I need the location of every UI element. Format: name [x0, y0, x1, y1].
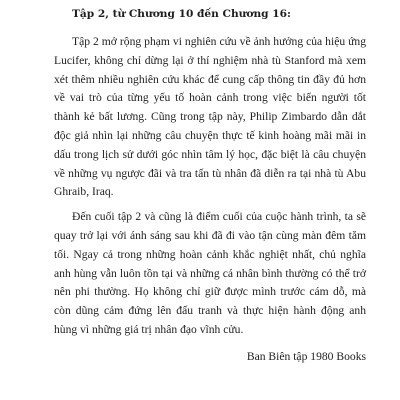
- body-paragraph-1: Tập 2 mở rộng phạm vi nghiên cứu về ảnh hưởng của hiệu ứng Lucifer, không chỉ dừng lại ở thí nghiệm nhà tù Stanford mà xem xét thêm nhiều nghiên cứu khác để cung cấp thông tin đầy đủ hơn về vai trò của từng yếu tố hoàn cảnh trong việc biến người tốt thành kẻ bất lương. Cũng trong tập này, Philip Zimbardo dẫn dắt độc giả nhìn lại những câu chuyện thực tế kinh hoàng mãi mãi in dấu trong lịch sử dưới góc nhìn tâm lý học, đặc biệt là câu chuyện về những vụ ngược đãi và tra tấn tù nhân đã diễn ra tại nhà tù Abu Ghraib, Iraq.: [54, 35, 366, 199]
- section-heading: Tập 2, từ Chương 10 đến Chương 16:: [72, 8, 291, 20]
- body-paragraph-2: Đến cuối tập 2 và cũng là điểm cuối của cuộc hành trình, ta sẽ quay trở lại với ánh sáng sau khi đã đi vào tận cùng màn đêm tăm tối. Ngay cả trong những hoàn cảnh khắc nghiệt nhất, chủ nghĩa anh hùng vẫn luôn tồn tại và những cá nhân bình thường có thể trở nên phi thường. Họ không chỉ giữ được mình trước cám dỗ, mà còn dũng cảm đứng lên đấu tranh và thực hiện hành động anh hùng vì những giá trị nhân đạo vĩnh cửu.: [54, 210, 366, 336]
- editorial-signature: Ban Biên tập 1980 Books: [246, 349, 366, 363]
